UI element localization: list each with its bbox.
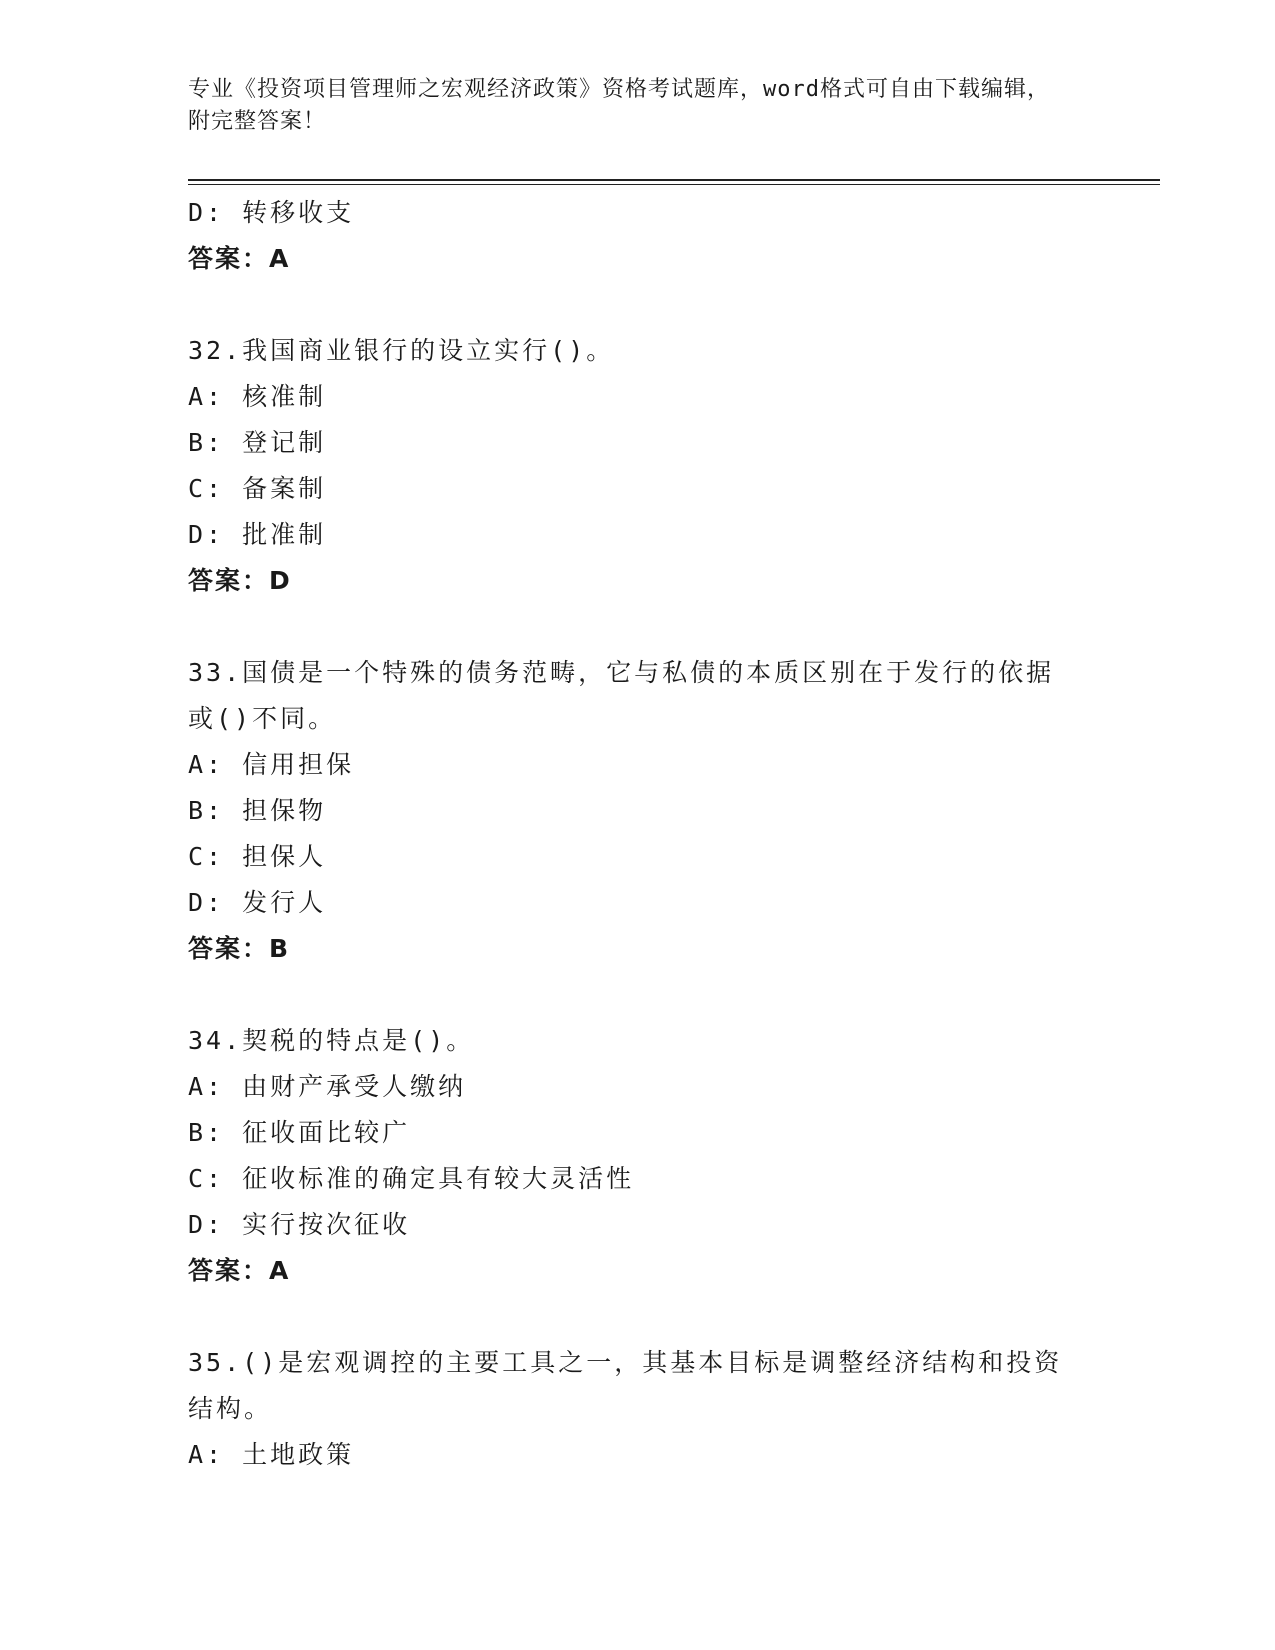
question-text: 32.我国商业银行的设立实行()。 [188, 336, 615, 365]
option-a: A: 信用担保 [188, 750, 355, 779]
option-d: D: 发行人 [188, 888, 327, 917]
question-33 [188, 650, 1088, 972]
question-text: 34.契税的特点是()。 [188, 1026, 475, 1055]
option-b: B: 担保物 [188, 796, 327, 825]
option-b: B: 登记制 [188, 428, 327, 457]
question-35 [188, 1340, 1088, 1478]
header-rule-thin [188, 184, 1160, 185]
option-a: A: 核准制 [188, 382, 327, 411]
spacer [188, 282, 1088, 328]
option-a: A: 土地政策 [188, 1440, 355, 1469]
document-header: 专业《投资项目管理师之宏观经济政策》资格考试题库，word格式可自由下载编辑，附完整答案！ [188, 77, 1050, 134]
answer-label: 答案：A [188, 244, 291, 273]
header-rule-thick [188, 179, 1160, 181]
question-list [188, 190, 1088, 1478]
option-c: C: 担保人 [188, 842, 327, 871]
option-a: A: 由财产承受人缴纳 [188, 1072, 467, 1101]
option-d: D: 转移收支 [188, 198, 355, 227]
option-b: B: 征收面比较广 [188, 1118, 411, 1147]
spacer [188, 1294, 1088, 1340]
option-d: D: 实行按次征收 [188, 1210, 411, 1239]
answer-label: 答案：D [188, 566, 292, 595]
option-c: C: 备案制 [188, 474, 327, 503]
option-c: C: 征收标准的确定具有较大灵活性 [188, 1164, 635, 1193]
answer-label: 答案：B [188, 934, 291, 963]
spacer [188, 972, 1088, 1018]
option-d: D: 批准制 [188, 520, 327, 549]
question-text: 33.国债是一个特殊的债务范畴，它与私债的本质区别在于发行的依据或()不同。 [188, 658, 1055, 733]
question-32 [188, 328, 1088, 604]
spacer [188, 604, 1088, 650]
question-text: 35.()是宏观调控的主要工具之一，其基本目标是调整经济结构和投资结构。 [188, 1348, 1063, 1423]
answer-label: 答案：A [188, 1256, 291, 1285]
question-34 [188, 1018, 1088, 1294]
